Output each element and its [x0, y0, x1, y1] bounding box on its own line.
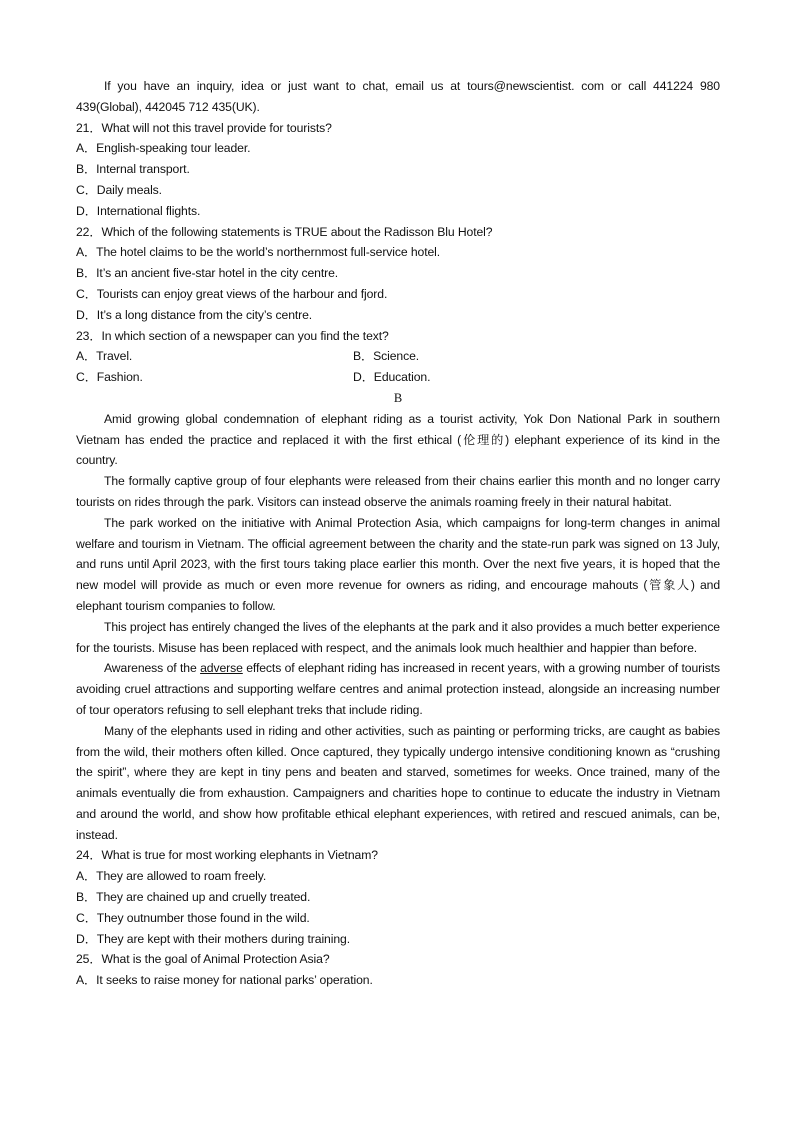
question-23-stem: 23．In which section of a newspaper can you find the text?	[76, 328, 389, 343]
question-24-option-c: C．They outnumber those found in the wild.	[76, 910, 310, 925]
question-25-stem: 25．What is the goal of Animal Protection Asia?	[76, 952, 330, 967]
passage-b-paragraph-2: The formally captive group of four elephants were released from their chains earlier this month and no longer carry tourists on rides through the park. Visitors can instead observe the animals roaming freely in their natural habitat.	[76, 474, 720, 509]
passage-b-paragraph-6: Many of the elephants used in riding and other activities, such as painting or performing tricks, are caught as babies from the wild, their mothers often killed. Once captured, they typically undergo intensive conditioning known as “crushing the spirit”, where they are kept in tiny pens and beaten and starved, sometimes for weeks. Once trained, many of the animals eventually die from exhaustion. Campaigners and charities hope to continue to educate the industry in Vietnam and around the world, and show how profitable ethical elephant experiences, with retired and rescued animals, can be, instead.	[76, 723, 720, 842]
passage-b-paragraph-1: Amid growing global condemnation of elephant riding as a tourist activity, Yok Don National Park in southern Vietnam has ended the practice and replaced it with the first ethical (伦理的) elephant experience of its kind in the country.	[76, 411, 720, 468]
question-21-stem: 21．What will not this travel provide for tourists?	[76, 120, 332, 135]
question-21-option-c: C．Daily meals.	[76, 182, 162, 197]
question-23-option-c: C．Fashion.	[76, 370, 143, 385]
question-25-option-a: A．It seeks to raise money for national parks’ operation.	[76, 973, 373, 988]
question-23-option-a: A．Travel.	[76, 349, 133, 364]
question-23-options-row-2	[76, 367, 720, 388]
question-23-options-row-1	[76, 346, 720, 367]
paragraph-5-lead: Awareness of the	[104, 661, 201, 676]
question-21-option-a: A．English-speaking tour leader.	[76, 141, 251, 156]
question-22-option-b: B．It’s an ancient five-star hotel in the city centre.	[76, 266, 339, 281]
question-22-stem: 22．Which of the following statements is TRUE about the Radisson Blu Hotel?	[76, 224, 493, 239]
passage-b-paragraph-5	[76, 658, 720, 720]
question-24-option-a: A．They are allowed to roam freely.	[76, 869, 267, 884]
contact-paragraph: If you have an inquiry, idea or just want to chat, email us at tours@newscientist. com or call 441224 980 439(Global), 442045 712 435(UK).	[76, 79, 720, 114]
passage-b-paragraph-4: This project has entirely changed the lives of the elephants at the park and it also provides a much better experience for the tourists. Misuse has been replaced with respect, and the animals look much healthier and happier than before.	[76, 619, 720, 655]
question-24-stem: 24．What is true for most working elephants in Vietnam?	[76, 848, 378, 863]
question-21-option-d: D．International flights.	[76, 203, 201, 218]
question-24-option-b: B．They are chained up and cruelly treated.	[76, 890, 311, 905]
question-22-option-c: C．Tourists can enjoy great views of the harbour and fjord.	[76, 286, 388, 301]
question-21-option-b: B．Internal transport.	[76, 162, 190, 177]
question-22-option-d: D．It’s a long distance from the city’s centre.	[76, 307, 313, 322]
document-page	[76, 76, 720, 991]
question-23-option-b: B．Science.	[353, 349, 420, 364]
passage-b-paragraph-3: The park worked on the initiative with Animal Protection Asia, which campaigns for long-term changes in animal welfare and tourism in Vietnam. The official agreement between the charity and the state-run park was signed on 13 July, and runs until April 2023, with the first tours taking place earlier this month. Over the next five years, it is hoped that the new model will provide as much or even more revenue for owners as riding, and encourage mahouts (管象人) and elephant tourism companies to follow.	[76, 515, 720, 613]
underlined-word-adverse: adverse	[200, 661, 243, 676]
question-22-option-a: A．The hotel claims to be the world’s northernmost full-service hotel.	[76, 245, 441, 260]
question-24-option-d: D．They are kept with their mothers during training.	[76, 931, 350, 946]
paragraph-5-rest: effects of elephant riding has increased in recent years, with a growing number of tourists avoiding cruel attractions and supporting welfare centres and animal protection instead, alongside an increasing number of tour operators refusing to sell elephant treks that include riding.	[76, 661, 720, 717]
question-23-option-d: D．Education.	[353, 370, 431, 385]
section-b-heading: B	[393, 390, 403, 405]
